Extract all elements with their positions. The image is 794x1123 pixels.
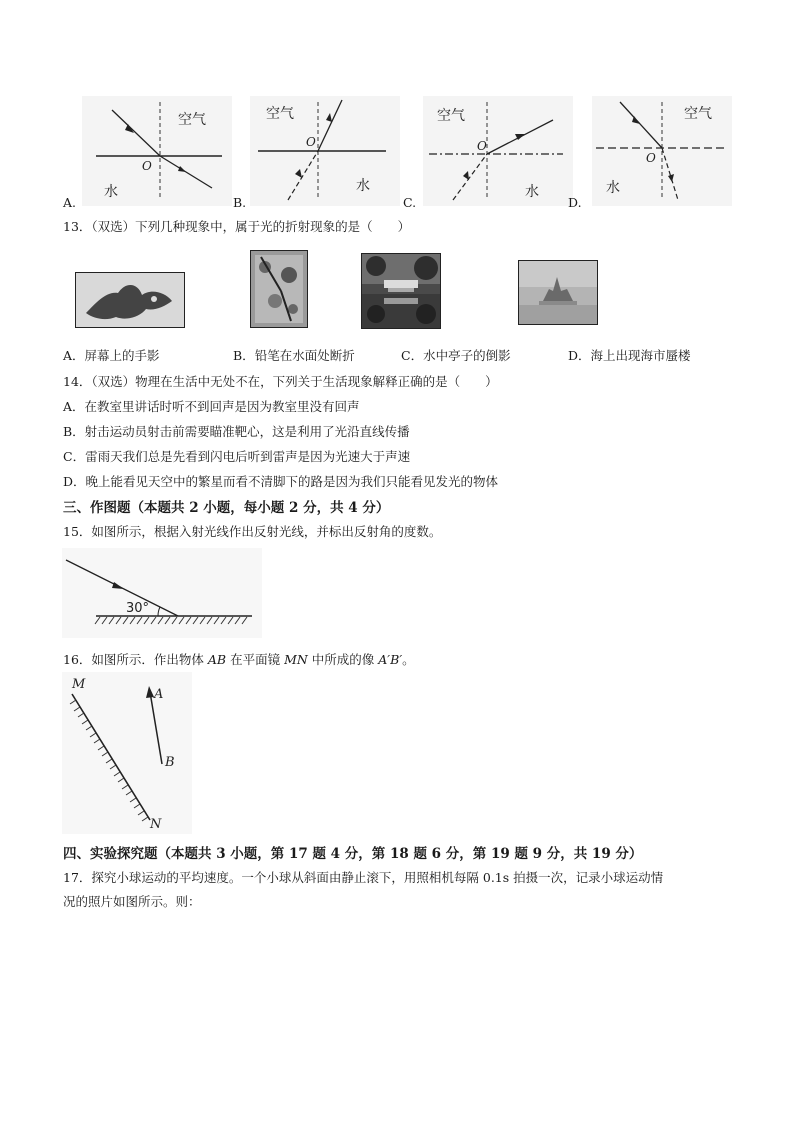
q17-stem-line1: 17．探究小球运动的平均速度。一个小球从斜面由静止滚下，用照相机每隔 0.1s 拍摄一次，记录小球运动情: [63, 870, 664, 885]
q14-option-a: A．在教室里讲话时听不到回声是因为教室里没有回声: [63, 399, 360, 414]
q15-diagram: [62, 548, 262, 638]
q13-option-c-text: 水中亭子的倒影: [423, 348, 511, 363]
q12c-air-label: 空气: [437, 108, 465, 124]
q13-photo-pencil: [250, 250, 308, 328]
q12-diagram-b: [250, 96, 400, 206]
q13-option-d-text: 海上出现海市蜃楼: [590, 348, 691, 363]
q13-option-d: [568, 346, 691, 364]
q12c-water-label: 水: [525, 184, 539, 200]
q12-option-b-letter: B.: [233, 195, 247, 210]
q13-option-b-text: 铅笔在水面处断折: [254, 348, 355, 363]
q16-label-b: B: [165, 755, 175, 770]
q14-option-d: D．晚上能看见天空中的繁星而看不清脚下的路是因为我们只能看见发光的物体: [63, 474, 499, 489]
q12-diagram-d: [592, 96, 732, 206]
q16-stem-image: A′B′: [378, 652, 403, 667]
q13-option-c: [401, 346, 511, 364]
q13-option-a: [63, 346, 160, 364]
q13-photo-hand-shadow: [75, 272, 185, 328]
q16-stem-object: AB: [207, 652, 227, 667]
q13-photo-mirage: [518, 260, 598, 325]
q16-label-a: A: [154, 687, 164, 702]
q14-option-b: B．射击运动员射击前需要瞄准靶心，这是利用了光沿直线传播: [63, 424, 410, 439]
q13-option-b-letter: B．: [233, 348, 255, 363]
q12-option-a-letter: A.: [63, 195, 77, 210]
q12d-water-label: 水: [606, 180, 620, 196]
q12a-water-label: 水: [104, 184, 118, 200]
q13-option-b: [233, 346, 355, 364]
q12c-o-label: O: [477, 139, 487, 153]
q13-option-d-letter: D．: [568, 348, 591, 363]
q13-option-a-text: 屏幕上的手影: [84, 348, 160, 363]
q13-option-c-letter: C．: [401, 348, 424, 363]
q12d-o-label: O: [646, 151, 656, 165]
q14-option-c: C．雷雨天我们总是先看到闪电后听到雷声是因为光速大于声速: [63, 449, 411, 464]
q16-stem-prefix: 16．如图所示．作出物体: [63, 652, 208, 667]
q16-stem-mid: 在平面镜: [226, 652, 285, 667]
q16-label-n: N: [150, 817, 162, 832]
q16-label-m: M: [72, 677, 86, 692]
q14-stem: 14．（双选）物理在生活中无处不在，下列关于生活现象解释正确的是（ ）: [63, 374, 498, 389]
q13-photo-pavilion: [361, 253, 441, 329]
q12b-air-label: 空气: [266, 106, 294, 122]
q12d-air-label: 空气: [684, 106, 712, 122]
q16-stem-mid2: 中所成的像: [307, 652, 379, 667]
q12b-water-label: 水: [356, 178, 370, 194]
q12-diagram-a: [82, 96, 232, 206]
q12-option-c-letter: C.: [403, 195, 417, 210]
q15-angle-label: 30°: [126, 601, 150, 616]
q16-stem: [63, 650, 415, 668]
q12b-o-label: O: [306, 135, 316, 149]
q13-stem: 13．（双选）下列几种现象中，属于光的折射现象的是（ ）: [63, 219, 411, 234]
q16-stem-mirror: MN: [284, 652, 308, 667]
q17-stem-line2: 况的照片如图所示。则：: [63, 894, 201, 909]
q12-diagram-c: [423, 96, 573, 206]
section4-heading: 四、实验探究题（本题共 3 小题，第 17 题 4 分，第 18 题 6 分，第 19 题 9 分，共 19 分）: [63, 846, 643, 862]
q16-stem-suffix: 。: [402, 652, 415, 667]
q16-diagram: [62, 672, 192, 834]
q13-option-a-letter: A．: [63, 348, 85, 363]
section3-heading: 三、作图题（本题共 2 小题，每小题 2 分，共 4 分）: [63, 500, 390, 516]
q12a-air-label: 空气: [178, 112, 206, 128]
q12-option-d-letter: D.: [568, 195, 582, 210]
q12a-o-label: O: [142, 159, 152, 173]
q15-stem: 15．如图所示，根据入射光线作出反射光线，并标出反射角的度数。: [63, 524, 442, 539]
